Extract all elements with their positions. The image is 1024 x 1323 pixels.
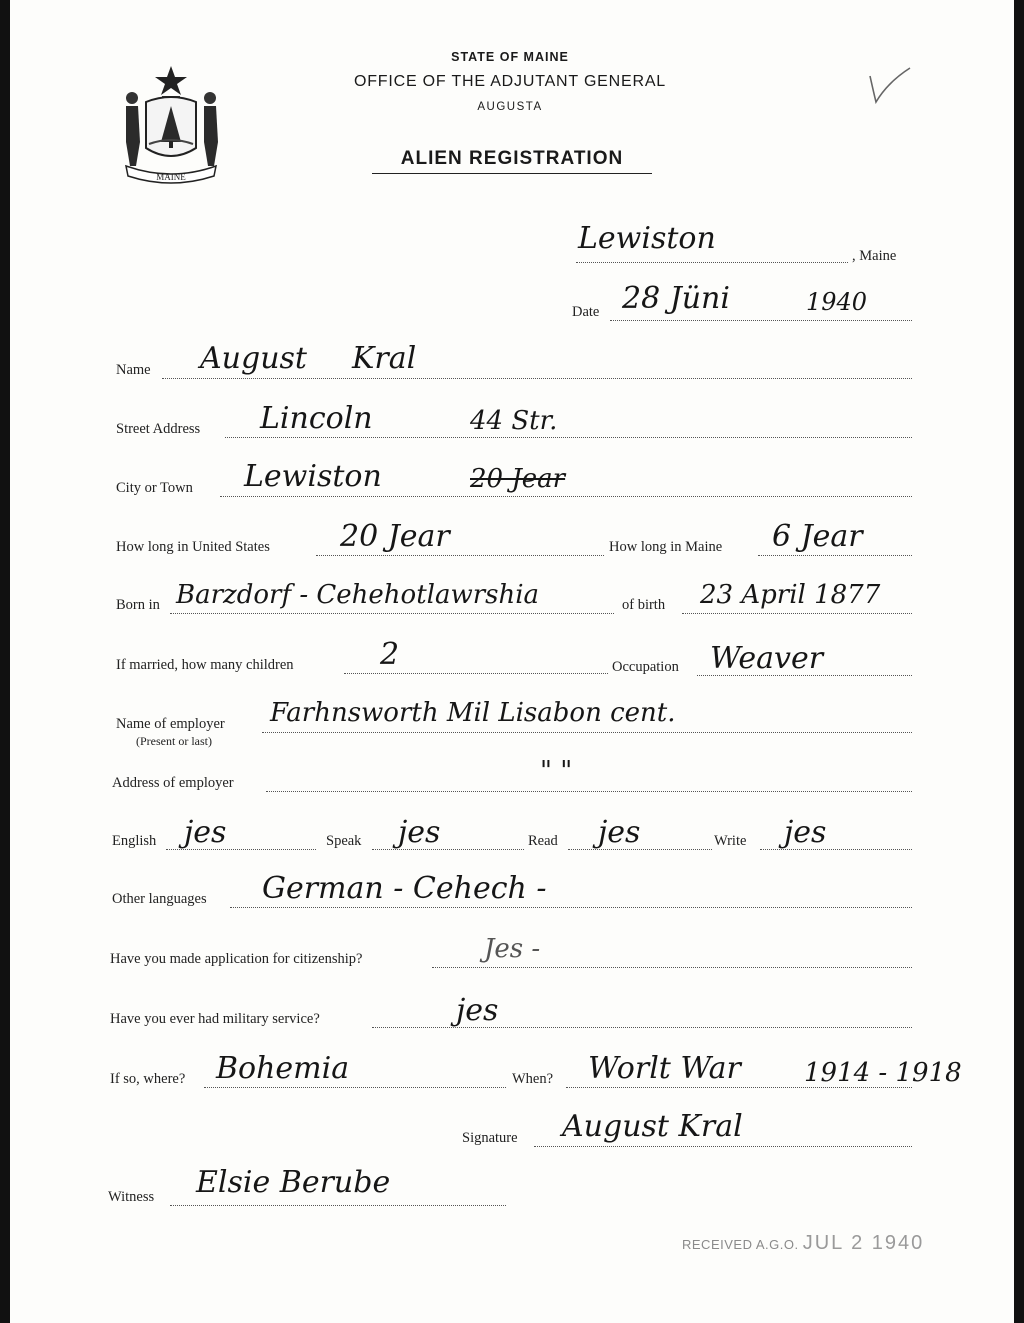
occupation-value: Weaver (710, 641, 824, 676)
date-line (610, 320, 912, 321)
other-languages-label: Other languages (112, 891, 207, 907)
town-value: Lewiston (578, 221, 716, 256)
english-label: English (112, 833, 157, 849)
military-label: Have you ever had military service? (110, 1011, 320, 1027)
read-label: Read (528, 833, 558, 849)
witness-label: Witness (108, 1189, 155, 1205)
svg-text:MAINE: MAINE (156, 172, 186, 182)
other-languages-line (230, 907, 912, 908)
how-long-us-label: How long in United States (116, 539, 270, 555)
write-value: jes (784, 815, 827, 850)
employer-address-value: " " (540, 756, 573, 786)
born-value: Barzdorf - Cehehotlawrshia (176, 580, 540, 610)
maine-label: , Maine (852, 248, 897, 264)
children-line (344, 673, 608, 674)
date-of-birth-value: 23 April 1877 (700, 580, 881, 610)
employer-address-label: Address of employer (112, 775, 234, 791)
born-line (170, 613, 614, 614)
employer-value: Farhnsworth Mil Lisabon cent. (270, 698, 676, 728)
employer-label: Name of employer (116, 716, 225, 732)
signature-value: August Kral (562, 1109, 743, 1144)
employer-line (262, 732, 912, 733)
form-title: ALIEN REGISTRATION (372, 148, 652, 174)
received-stamp (682, 1232, 924, 1255)
when-value: Worlt War (588, 1051, 741, 1086)
speak-value: jes (398, 815, 441, 850)
witness-line (170, 1205, 506, 1206)
citizenship-label: Have you made application for citizenship? (110, 951, 363, 967)
name-label: Name (116, 362, 151, 378)
how-long-us-line (316, 555, 604, 556)
street-label: Street Address (116, 421, 201, 437)
city-value: Lewiston (244, 459, 382, 494)
date-label: Date (572, 304, 600, 320)
witness-value: Elsie Berube (196, 1165, 391, 1200)
name-line (162, 378, 912, 379)
occupation-label: Occupation (612, 659, 679, 675)
city-heading: AUGUSTA (477, 101, 543, 113)
speak-label: Speak (326, 833, 362, 849)
signature-label: Signature (462, 1130, 518, 1146)
born-label: Born in (116, 597, 160, 613)
children-label: If married, how many children (116, 657, 294, 673)
street-number-value: 44 Str. (470, 406, 558, 436)
write-label: Write (714, 833, 747, 849)
where-value: Bohemia (216, 1051, 350, 1086)
citizenship-value: Jes - (484, 934, 541, 964)
military-value: jes (456, 993, 499, 1028)
street-line (225, 437, 912, 438)
how-long-us-value: 20 Jear (340, 519, 450, 554)
other-languages-value: German - Cehech - (262, 871, 547, 906)
children-value: 2 (380, 637, 400, 672)
how-long-maine-value: 6 Jear (772, 519, 863, 554)
how-long-maine-label: How long in Maine (609, 539, 723, 555)
read-line (568, 849, 712, 850)
military-line (372, 1027, 912, 1028)
name-last-value: Kral (352, 341, 417, 376)
where-line (204, 1087, 506, 1088)
speak-line (372, 849, 524, 850)
date-of-birth-label: of birth (622, 597, 666, 613)
city-line (220, 496, 912, 497)
employer-note: (Present or last) (136, 734, 212, 748)
city-label: City or Town (116, 480, 193, 496)
checkmark-icon (868, 66, 912, 106)
received-stamp-text: RECEIVED A.G.O. (682, 1237, 799, 1252)
state-seal-icon (118, 62, 224, 188)
street-name-value: Lincoln (260, 401, 373, 436)
write-line (760, 849, 912, 850)
when-label: When? (512, 1071, 554, 1087)
where-label: If so, where? (110, 1071, 186, 1087)
signature-line (534, 1146, 912, 1147)
english-value: jes (184, 815, 227, 850)
received-stamp-date: JUL 2 1940 (802, 1232, 925, 1254)
read-value: jes (598, 815, 641, 850)
how-long-maine-line (758, 555, 912, 556)
office-heading: OFFICE OF THE ADJUTANT GENERAL (353, 73, 667, 90)
when-years-value: 1914 - 1918 (804, 1058, 962, 1088)
date-of-birth-line (682, 613, 912, 614)
city-note-value: 20 Jear (470, 464, 566, 494)
date-value: 28 Jüni (622, 281, 730, 316)
name-first-value: August (200, 341, 307, 376)
date-year-value: 1940 (806, 288, 868, 316)
town-line (576, 262, 848, 263)
state-heading: STATE OF MAINE (451, 50, 569, 64)
employer-address-line (266, 791, 912, 792)
citizenship-line (432, 967, 912, 968)
